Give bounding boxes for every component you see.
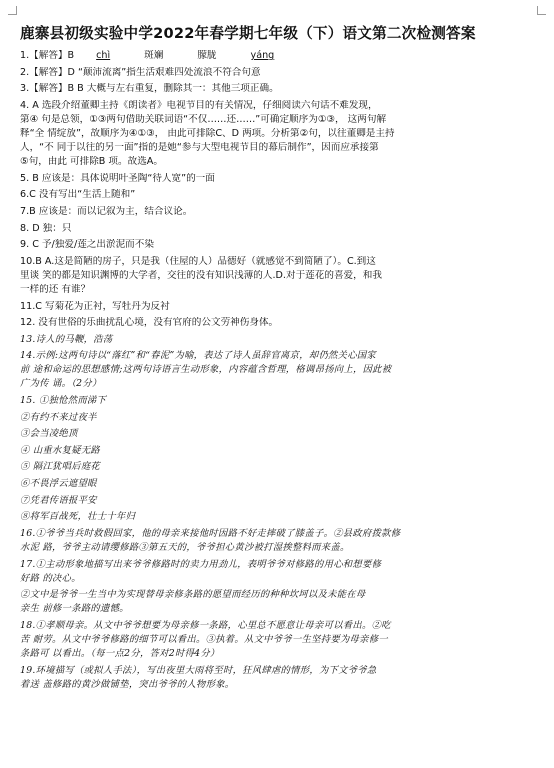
answer-line: 9. C 予/独爱/莲之出淤泥而不染 [20,239,154,251]
answer-line: 第④ 句是总领，①③两句借助关联词语“不仅……还……”可确定顺序为①③， 这两句解 [20,113,387,125]
answer-line: 17.①主动形象地描写出来爷爷修路时的卖力用劲儿，表明爷爷对修路的用心和想要修 [20,558,382,570]
answer-line: ⑧将军百战死，壮士十年归 [20,511,136,523]
answer-line: 10.B A.这是简陋的房子，只是我（住屋的人）品德好（就感觉不到简陋了）。C.到这 [20,255,376,267]
answer-line: 14.示例:这两句诗以“落红”和“春泥”为喻，表达了诗人虽辞官离京，却仍然关心国家 [20,350,377,362]
answer-line: ⑥不畏浮云遮望眼 [20,478,97,490]
answer-line: 里谈 笑的都是知识渊博的大学者，交往的没有知识浅薄的人.D.对于莲花的喜爱，和我 [20,269,382,281]
answer-line: 苦 耐劳。从文中爷爷修路的细节可以看出。③执着。从文中爷爷一生坚持要为母亲修一 [20,633,388,645]
page-title: 鹿寨县初级实验中学2022年春学期七年级（下）语文第二次检测答案 [20,25,476,42]
answer-line: 8. D 独：只 [20,222,72,234]
answer-line: 13.诗人的马鞭，浩荡 [20,333,113,345]
answer-line: 15. ①独怆然而涕下 [20,395,107,407]
answer-line: 人，“不 同于以往的另一面”指的是她“参与大型电视节目的幕后制作”，因而应承接第 [20,142,379,154]
answer-line-1 [20,50,540,62]
answer-line: 11.C 写菊花为正衬，写牡丹为反衬 [20,300,170,312]
answer-line: 条路可 以看出。（每一点2分，答对2时得4分） [20,648,220,660]
answer-line: 前 途和命运的思想感情;这两句诗语言生动形象，内容蕴含哲理，格调昂扬向上，因此被 [20,364,392,376]
answer-line: 一样的还 有谁？ [20,283,91,295]
answer-line: 广为传 诵。（2分） [20,378,102,390]
pinyin-1: chì [96,50,111,61]
pinyin-4: yáng [250,50,275,61]
answer-line: 7.B 应该是：而以记叙为主，结合议论。 [20,205,193,217]
answer-line: 6.C 没有写出“生活上随和” [20,189,136,201]
answer-line: 18.①孝顺母亲。从文中爷爷想要为母亲修一条路，心里总不愿意让母亲可以看出。②吃 [20,619,391,631]
answer-line: ②有约不来过夜半 [20,411,97,423]
answer-line: ④ 山重水复疑无路 [20,444,101,456]
answer-line: ②文中是爷爷一生当中为实现替母亲修条路的愿望而经历的种种坎坷以及未能在母 [20,589,366,601]
answer-line: 5. B 应该是：具体说明叶圣陶“待人宽”的一面 [20,172,215,184]
answer-body [20,50,540,695]
answer-line: 着送 盖修路的黄沙做铺垫，突出爷爷的人物形象。 [20,678,235,690]
answer-line: 水泥 路，爷爷主动请缨修路③第五天的，爷爷担心黄沙被打湿挨整料而来盖。 [20,541,350,553]
answer-1-prefix: 1.【解答】B [20,50,75,61]
page-corner-mark-left [8,6,17,15]
answer-line: ⑦凭君传语报平安 [20,494,97,506]
answer-line: 好路 的决心。 [20,572,81,584]
answer-line: 2.【解答】D “颠沛流离”指生活艰难四处流浪不符合句意 [20,66,261,78]
page-corner-mark-right [537,6,546,15]
answer-1-pinyin [96,50,308,62]
answer-line: ⑤ 隔江犹唱后庭花 [20,461,101,473]
answer-line: 亲生 前修一条路的遗憾。 [20,603,129,615]
answer-line: 16.①爷爷当兵时救假回家，他的母亲来接他时因路不好走摔破了膝盖子。②县政府拨款修 [20,527,401,539]
answer-line: 19.环境描写（或拟人手法），写出夜里大雨将至时，狂风肆虐的情形，为下文爷爷急 [20,664,377,676]
answer-line: 释“全 情绽放”，故顺序为④①③， 由此可排除C、D 两项。分析第②句，以往董卿是主持 [20,127,395,139]
pinyin-2: 斑斓 [144,50,164,61]
answer-line: ③会当凌绝顶 [20,428,78,440]
answer-line: 3.【解答】B B 大概与左右重复，删除其一：其他三项正确。 [20,83,279,95]
answer-line: ⑤句，由此 可排除B 项。故选A。 [20,156,163,168]
answer-line: 12. 没有世俗的乐曲扰乱心境，没有官府的公文劳神伤身体。 [20,317,279,329]
answer-line: 4. A 选段介绍董卿主持《朗读者》电视节目的有关情况，仔细阅读六句话不难发现， [20,99,378,111]
pinyin-3: 朦胧 [197,50,217,61]
